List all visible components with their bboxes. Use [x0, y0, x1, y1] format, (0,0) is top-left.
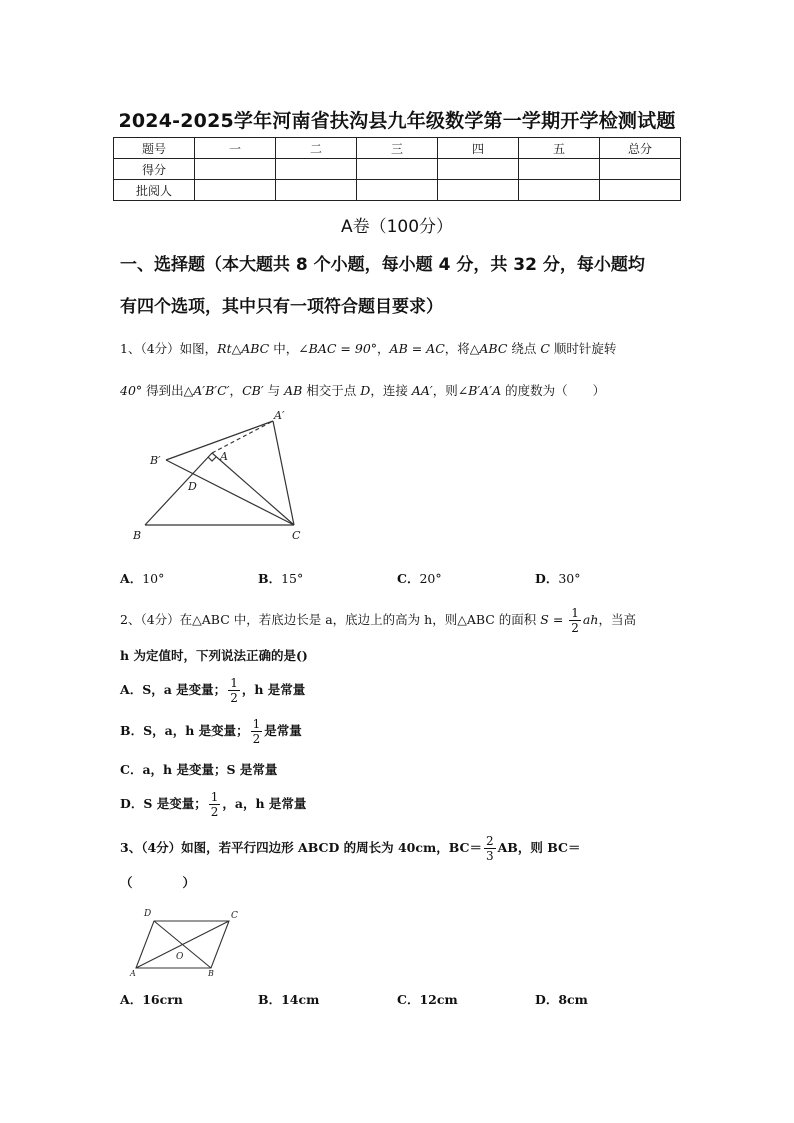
q1-text: 1、（4分）如图，	[120, 341, 218, 356]
score-input-cell[interactable]	[438, 180, 519, 201]
table-row	[114, 159, 681, 180]
q1-text: Rt△ABC	[217, 341, 270, 356]
fraction-two-thirds: $\frac{2}{3}$	[485, 834, 494, 863]
label-b: B	[133, 529, 142, 542]
q3-option-a[interactable]: A．16crn	[120, 992, 183, 1007]
label-c: C	[231, 911, 238, 921]
q1-text: 40°	[120, 383, 143, 398]
q1-text: 与	[263, 383, 285, 398]
score-input-cell[interactable]	[357, 180, 438, 201]
score-input-cell[interactable]	[276, 159, 357, 180]
q1-text: D	[360, 383, 371, 398]
table-cell: 一	[195, 138, 276, 159]
q2-formula: ah	[582, 612, 599, 627]
score-table	[113, 137, 681, 201]
label-o: O	[176, 952, 184, 962]
fraction-one-half: $\frac{1}{2}$	[252, 717, 261, 746]
q3-option-b[interactable]: B．14cm	[258, 992, 320, 1007]
score-input-cell[interactable]	[438, 159, 519, 180]
label-a-prime: A′	[274, 409, 285, 422]
score-input-cell[interactable]	[600, 180, 681, 201]
section-a-title: A卷（100分）	[340, 217, 454, 237]
q1-text: 相交于点	[302, 383, 361, 398]
q2-text: ，当高	[598, 612, 636, 627]
q1-option-a[interactable]: A．10°	[120, 571, 165, 586]
q1-text: AA′	[411, 383, 433, 398]
q2-line1	[120, 606, 682, 635]
q3-line2: （ ）	[120, 875, 196, 890]
q3-option-d[interactable]: D．8cm	[535, 992, 588, 1007]
label-c: C	[292, 529, 301, 542]
table-cell: 批阅人	[114, 180, 195, 201]
q1-text: ，	[229, 383, 243, 398]
label-b-prime: B′	[150, 454, 161, 467]
q2-option-d[interactable]: D．S 是变量； $\frac{1}{2}$ ，a，h 是常量	[120, 790, 307, 819]
q1-text: C	[540, 341, 550, 356]
q2-option-b[interactable]: B．S，a，h 是变量； $\frac{1}{2}$ 是常量	[120, 717, 302, 746]
table-row	[114, 180, 681, 201]
right-angle-mark	[208, 457, 216, 461]
q1-text: A′B′C′	[193, 383, 230, 398]
table-cell: 五	[519, 138, 600, 159]
q1-text: AB = AC	[389, 341, 445, 356]
q1-text: 的度数为（ ）	[501, 383, 606, 398]
score-input-cell[interactable]	[519, 159, 600, 180]
q1-option-b[interactable]: B．15°	[258, 571, 304, 586]
q1-text: CB′	[242, 383, 264, 398]
part1-heading-line2: 有四个选项，其中只有一项符合题目要求）	[120, 297, 443, 317]
q1-option-d[interactable]: D．30°	[535, 571, 581, 586]
label-a: A	[130, 969, 136, 978]
q3-text: AB，则 BC＝	[497, 840, 581, 855]
fraction-one-half: $\frac{1}{2}$	[571, 606, 579, 635]
q3-text: 3、（4分）如图，若平行四边形 ABCD 的周长为 40cm，BC＝	[120, 840, 482, 855]
q2-option-c[interactable]: C．a，h 是变量；S 是常量	[120, 762, 278, 777]
q3-line1	[120, 834, 682, 863]
q1-text: AB	[284, 383, 303, 398]
q3-option-c[interactable]: C．12cm	[397, 992, 458, 1007]
q1-text: 绕点	[507, 341, 541, 356]
q3-figure	[126, 904, 246, 979]
q1-text: ，将△	[444, 341, 480, 356]
table-cell: 得分	[114, 159, 195, 180]
q2-formula: S	[540, 612, 549, 627]
label-a: A	[220, 450, 228, 463]
segment-aa1-dashed	[212, 421, 273, 453]
exam-title: 2024-2025学年河南省扶沟县九年级数学第一学期开学检测试题	[118, 110, 676, 132]
score-input-cell[interactable]	[195, 159, 276, 180]
q2-formula: =	[548, 612, 568, 627]
label-b: B	[208, 969, 214, 978]
part1-heading-line1: 一、选择题（本大题共 8 个小题，每小题 4 分，共 32 分，每小题均	[120, 255, 645, 275]
table-cell: 总分	[600, 138, 681, 159]
fraction-one-half: $\frac{1}{2}$	[210, 790, 219, 819]
score-input-cell[interactable]	[195, 180, 276, 201]
q1-line1	[120, 339, 682, 359]
label-d: D	[188, 480, 197, 493]
score-input-cell[interactable]	[519, 180, 600, 201]
segment-b1c	[166, 460, 294, 525]
q1-text: ，	[377, 341, 390, 356]
table-cell: 三	[357, 138, 438, 159]
q1-text: ，连接	[370, 383, 412, 398]
score-table-header-row	[114, 138, 681, 159]
q1-line2	[120, 381, 682, 401]
q1-text: ABC	[479, 341, 508, 356]
table-cell: 四	[438, 138, 519, 159]
q2-text: 2、（4分）在△ABC 中，若底边长是 a，底边上的高为 h，则△ABC 的面积	[120, 612, 541, 627]
table-cell: 二	[276, 138, 357, 159]
score-input-cell[interactable]	[600, 159, 681, 180]
label-d: D	[144, 909, 152, 919]
q1-option-c[interactable]: C．20°	[397, 571, 442, 586]
q2-option-a[interactable]: A．S，a 是变量； $\frac{1}{2}$ ，h 是常量	[120, 676, 306, 705]
q1-text: ∠BAC = 90°	[298, 341, 378, 356]
score-input-cell[interactable]	[276, 180, 357, 201]
table-cell: 题号	[114, 138, 195, 159]
q1-text: 顺时针旋转	[549, 341, 617, 356]
q1-text: 得到出△	[142, 383, 194, 398]
q1-text: ，则∠	[432, 383, 469, 398]
score-input-cell[interactable]	[357, 159, 438, 180]
q1-text: 中，	[269, 341, 299, 356]
q1-text: B′A′A	[468, 383, 502, 398]
q2-line2: h 为定值时，下列说法正确的是()	[120, 648, 308, 663]
q1-figure	[120, 405, 320, 550]
fraction-one-half: $\frac{1}{2}$	[230, 676, 238, 705]
